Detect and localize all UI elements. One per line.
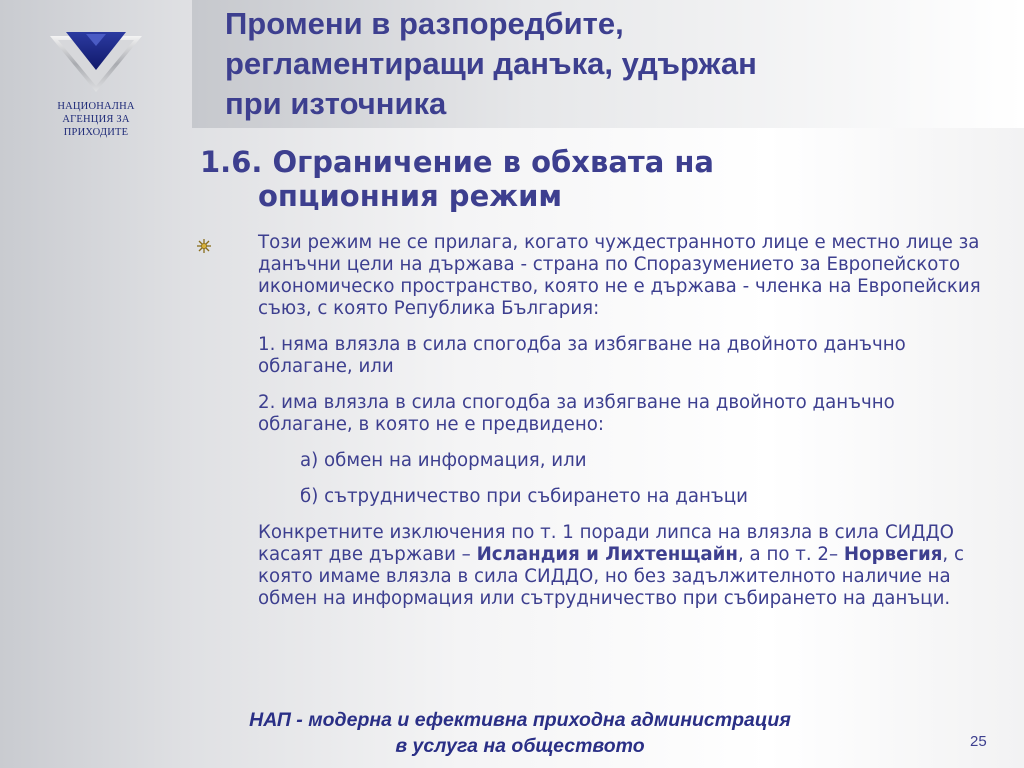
slide-title-line: Промени в разпоредбите, — [225, 6, 624, 41]
body-paragraph: Този режим не се прилага, когато чуждестранното лице е местно лице за данъчни цели на държава - страна по Споразумението за Европейското икономическо пространство, която не е държава - членка на Европейския съюз, с която Република България: — [258, 232, 981, 319]
agency-name — [40, 100, 152, 139]
agency-name-line: ПРИХОДИТЕ — [63, 127, 129, 138]
agency-name-line: АГЕНЦИЯ ЗА — [62, 114, 130, 125]
section-heading — [200, 145, 1000, 213]
slide-title — [225, 4, 1005, 124]
section-heading-line: опционния режим — [258, 179, 563, 213]
closing-text: , а по т. 2– — [737, 544, 844, 565]
closing-text: , с която имаме влязла в сила СИДДО, но без задължителното наличие на обмен на информация или сътрудничество при събирането на данъци. — [258, 544, 964, 609]
footer-line: в услуга на обществото — [395, 735, 645, 757]
closing-bold-country: Норвегия — [843, 544, 943, 565]
agency-logo — [40, 28, 152, 139]
section-heading-line: 1.6. Ограничение в обхвата на — [200, 145, 714, 179]
agency-name-line: НАЦИОНАЛНА — [57, 101, 135, 112]
list-item: 2. има влязла в сила спогодба за избягване на двойното данъчно облагане, в която не е предвидено: — [258, 392, 895, 435]
sub-list-item: б) сътрудничество при събирането на данъци — [300, 486, 748, 507]
footer-slogan — [120, 707, 920, 759]
star-bullet-icon — [196, 238, 212, 254]
page-number: 25 — [970, 733, 987, 750]
closing-bold-countries: Исландия и Лихтенщайн — [476, 544, 738, 565]
closing-paragraph — [258, 522, 993, 610]
nap-emblem-icon — [48, 28, 144, 94]
footer-line: НАП - модерна и ефективна приходна администрация — [249, 709, 791, 731]
closing-text: Конкретните изключения по т. 1 поради липса на влязла в сила СИДДО касаят две държави – — [258, 522, 954, 565]
slide-body — [258, 232, 993, 626]
slide-title-line: регламентиращи данъка, удържан — [225, 46, 757, 81]
slide-title-line: при източника — [225, 86, 447, 121]
list-item: 1. няма влязла в сила спогодба за избягване на двойното данъчно облагане, или — [258, 334, 906, 377]
sub-list-item: а) обмен на информация, или — [300, 450, 587, 471]
